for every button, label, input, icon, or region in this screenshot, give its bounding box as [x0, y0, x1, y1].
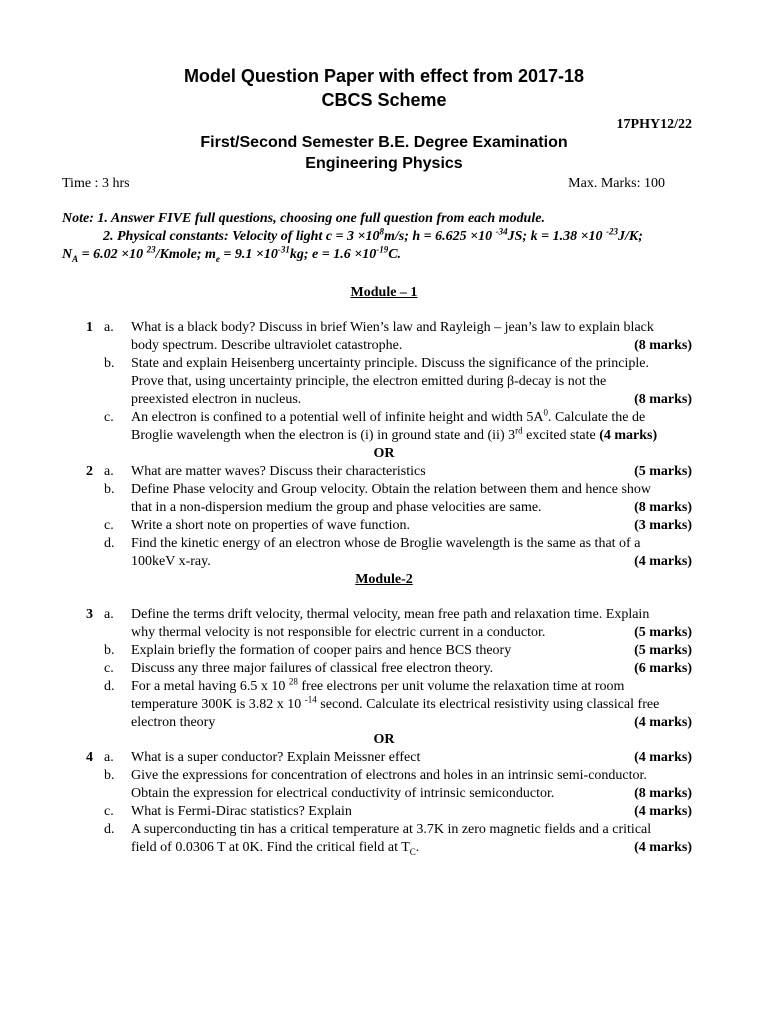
exam-duration: Time : 3 hrs	[62, 176, 130, 191]
question-text: Write a short note on properties of wave function.	[131, 518, 410, 533]
question-3a	[0, 607, 768, 625]
part-label: c.	[104, 518, 114, 533]
question-2d-cont	[0, 554, 768, 572]
question-text: 100keV x-ray.	[131, 554, 211, 569]
question-1b-cont	[0, 374, 768, 392]
or-divider: OR	[373, 732, 395, 747]
question-2b-cont	[0, 500, 768, 518]
marks: (5 marks)	[634, 643, 692, 658]
question-text: A superconducting tin has a critical temperature at 3.7K in zero magnetic fields and a critical	[131, 822, 652, 837]
part-label: b.	[104, 768, 115, 783]
question-number: 4	[86, 750, 93, 765]
part-label: c.	[104, 410, 114, 425]
question-text: Obtain the expression for electrical conductivity of intrinsic semiconductor.	[131, 786, 555, 801]
marks: (8 marks)	[634, 392, 692, 407]
question-text: Discuss any three major failures of classical free electron theory.	[131, 661, 494, 676]
question-number: 2	[86, 464, 93, 479]
marks: (4 marks)	[634, 804, 692, 819]
question-4c	[0, 804, 768, 822]
note-line2: 2. Physical constants: Velocity of light $c = 3 \times 10^8m/s$; h = 6.625 ×10 $^{-34}$JS; k = 1.38 ×10 $^{-23}$J/K;	[103, 226, 643, 244]
question-4d-cont	[0, 840, 768, 858]
question-3d-cont	[0, 694, 768, 715]
marks: (4 marks)	[634, 554, 692, 569]
question-1a	[0, 320, 768, 338]
question-text: For a metal having 6.5 x 10 $^{28}$ free electrons per unit volume the relaxation time at room	[131, 676, 625, 694]
question-4b	[0, 768, 768, 786]
question-2a	[0, 464, 768, 482]
question-1c	[0, 407, 768, 428]
part-label: b.	[104, 643, 115, 658]
question-text: Prove that, using uncertainty principle, the electron emitted during β-decay is not the	[131, 374, 607, 389]
question-4b-cont	[0, 786, 768, 804]
marks: (4 marks)	[634, 750, 692, 765]
part-label: a.	[104, 320, 114, 335]
paper-title-line2: CBCS Scheme	[321, 90, 447, 110]
question-2c	[0, 518, 768, 536]
marks: (8 marks)	[634, 500, 692, 515]
question-text: What is a super conductor? Explain Meissner effect	[131, 750, 421, 765]
marks: (4 marks)	[634, 840, 692, 855]
marks: (4 marks)	[634, 715, 692, 730]
question-4d	[0, 822, 768, 840]
note-line1: Note: 1. Answer FIVE full questions, choosing one full question from each module.	[62, 211, 545, 226]
question-1a-cont	[0, 338, 768, 356]
question-2d	[0, 536, 768, 554]
question-3b	[0, 643, 768, 661]
part-label: a.	[104, 607, 114, 622]
question-3d	[0, 676, 768, 697]
note-line3: $N_A = 6.02 \times 10$ $^{23}$/Kmole; $m_e = 9.1 \times 10^{-31}kg$; $e = 1.6 \times 10^{-19}C$.	[62, 244, 402, 264]
or-divider: OR	[373, 446, 395, 461]
question-text: What are matter waves? Discuss their characteristics	[131, 464, 426, 479]
subject-title: Engineering Physics	[305, 155, 463, 172]
question-number: 1	[86, 320, 93, 335]
max-marks: Max. Marks: 100	[568, 176, 665, 191]
part-label: a.	[104, 750, 114, 765]
part-label: b.	[104, 356, 115, 371]
question-3d-cont2	[0, 715, 768, 733]
part-label: a.	[104, 464, 114, 479]
question-text: that in a non-dispersion medium the group and phase velocities are same.	[131, 500, 542, 515]
part-label: d.	[104, 679, 115, 694]
question-1c-cont	[0, 425, 768, 446]
module-2-heading: Module-2	[355, 572, 413, 587]
question-text: body spectrum. Describe ultraviolet catastrophe.	[131, 338, 403, 353]
marks: (8 marks)	[634, 338, 692, 353]
marks: (5 marks)	[634, 464, 692, 479]
question-text: Find the kinetic energy of an electron whose de Broglie wavelength is the same as that of a	[131, 536, 641, 551]
part-label: b.	[104, 482, 115, 497]
part-label: c.	[104, 661, 114, 676]
marks: (5 marks)	[634, 625, 692, 640]
question-text: Define Phase velocity and Group velocity. Obtain the relation between them and hence show	[131, 482, 652, 497]
part-label: c.	[104, 804, 114, 819]
question-text: why thermal velocity is not responsible for electric current in a conductor.	[131, 625, 546, 640]
question-text: Broglie wavelength when the electron is (i) in ground state and (ii) 3rd excited state (4 marks)	[131, 425, 658, 443]
question-text: What is a black body? Discuss in brief Wien’s law and Rayleigh – jean’s law to explain black	[131, 320, 654, 335]
question-number: 3	[86, 607, 93, 622]
question-text: electron theory	[131, 715, 216, 730]
part-label: d.	[104, 822, 115, 837]
question-1b	[0, 356, 768, 374]
marks: (8 marks)	[634, 786, 692, 801]
question-text: preexisted electron in nucleus.	[131, 392, 302, 407]
question-1b-cont2	[0, 392, 768, 410]
question-3c	[0, 661, 768, 679]
question-text: An electron is confined to a potential well of infinite height and width $5A^0$. Calculate the de	[131, 407, 646, 425]
marks: (6 marks)	[634, 661, 692, 676]
subject-code: 17PHY12/22	[616, 117, 692, 132]
question-text: Give the expressions for concentration of electrons and holes in an intrinsic semi-conductor.	[131, 768, 647, 783]
question-4a	[0, 750, 768, 768]
exam-title: First/Second Semester B.E. Degree Examination	[200, 134, 568, 151]
question-text: State and explain Heisenberg uncertainty principle. Discuss the significance of the principle.	[131, 356, 649, 371]
question-text: Explain briefly the formation of cooper pairs and hence BCS theory	[131, 643, 512, 658]
paper-title-line1: Model Question Paper with effect from 2017-18	[183, 66, 585, 86]
part-label: d.	[104, 536, 115, 551]
question-2b	[0, 482, 768, 500]
marks: (3 marks)	[634, 518, 692, 533]
question-text: Define the terms drift velocity, thermal velocity, mean free path and relaxation time. Explain	[131, 607, 650, 622]
module-1-heading: Module – 1	[350, 285, 418, 300]
question-3a-cont	[0, 625, 768, 643]
question-text: field of 0.0306 T at 0K. Find the critical field at $T_C$.	[131, 840, 420, 857]
question-text: temperature 300K is 3.82 x 10 $^{-14}$ second. Calculate its electrical resistivity using classical free	[131, 694, 660, 712]
question-text: What is Fermi-Dirac statistics? Explain	[131, 804, 352, 819]
